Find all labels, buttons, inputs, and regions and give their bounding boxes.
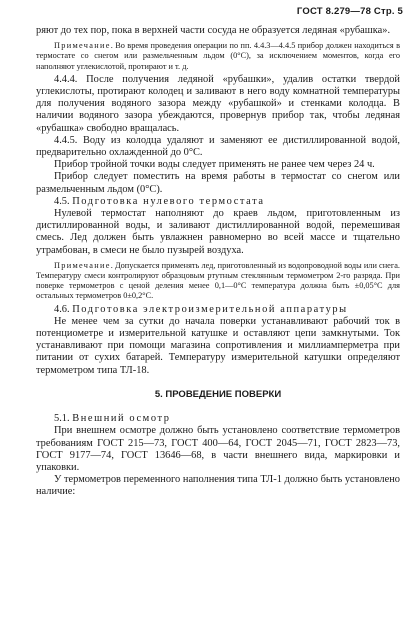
note-2-text: . Допускается применять лед, приготовленный из водопроводной воды или снега. Температуру смеси контролируют образцовым ртутным стеклянным термометром 2-го разряда. При поверке термометров с ценой деления менее 0,1—0°С температура должна быть ±0,05°С для остальных термометров 0±0,2°С. bbox=[36, 260, 400, 301]
paragraph-5-1-body: При внешнем осмотре должно быть установлено соответствие термометров требованиям ГОСТ 215—73, ГОСТ 400—64, ГОСТ 2045—71, ГОСТ 2823—73, ГОСТ 9177—74, ГОСТ 13646—68, в части внешнего вида, маркировки и упаковки. bbox=[36, 425, 400, 473]
page-header: ГОСТ 8.279—78 Стр. 5 bbox=[296, 6, 403, 17]
paragraph-4-4-5: 4.4.5. Воду из колодца удаляют и заменяют ее дистиллированной водой, предварительно охлажденной до 0°С. bbox=[36, 134, 400, 159]
heading-5-1-title: Внешний осмотр bbox=[72, 413, 171, 425]
paragraph-4-5-body: Нулевой термостат наполняют до краев льдом, приготовленным из дистиллированной воды, и заливают дистиллированной водой, перемешивая смесь. Лед должен быть увлажнен равномерно во всей массе и тщательно утрамбован, в смеси не было пузырей воздуха. bbox=[36, 208, 400, 256]
page-content bbox=[36, 25, 400, 499]
paragraph-tl1: У термометров переменного наполнения типа ТЛ-1 должно быть установлено наличие: bbox=[36, 474, 400, 498]
paragraph-4-6-body: Не менее чем за сутки до начала поверки устанавливают рабочий ток в потенциометре и измерительной катушке и оставляют цепи замкнутыми. Ток устанавливают при помощи магазина сопротивления и миллиамперметра при питании от сухих батарей. Температуру измерительной катушки определяют термометром типа ТЛ-18. bbox=[36, 315, 400, 376]
heading-4-5 bbox=[36, 196, 400, 208]
note-2 bbox=[36, 261, 400, 302]
heading-4-5-title: Подготовка нулевого термостата bbox=[72, 195, 265, 207]
paragraph-placement: Прибор следует поместить на время работы в термостат со снегом или размельченным льдом (0°С). bbox=[36, 171, 400, 195]
note-1-text: . Во время проведения операции по пп. 4.4.3—4.4.5 прибор должен находиться в термостате со снегом или размельченным льдом (0°С), за исключением моментов, когда его наполняют углекислотой, протирают и т. д. bbox=[36, 41, 400, 71]
paragraph-continuation: ряют до тех пор, пока в верхней части сосуда не образуется ледяная «рубашка». bbox=[36, 25, 391, 36]
heading-4-6-title: Подготовка электроизмерительной аппаратуры bbox=[72, 303, 348, 315]
heading-5-1 bbox=[36, 413, 400, 425]
paragraph-usage-delay: Прибор тройной точки воды следует применять не ранее чем через 24 ч. bbox=[54, 159, 375, 171]
paragraph-4-4-4: 4.4.4. После получения ледяной «рубашки», удалив остатки твердой углекислоты, протирают колодец и заливают в него воду комнатной температуры для получения водяного зазора между «рубашкой» и стенками колодца. В наличии водяного зазора убеждаются, провернув прибор так, чтобы ледяная «рубашка» свободно вращалась. bbox=[36, 73, 400, 134]
note-1-lead: Примечание bbox=[54, 41, 111, 51]
heading-4-6-number: 4.6. bbox=[54, 303, 70, 315]
note-1 bbox=[36, 41, 400, 72]
section-5-title: 5. ПРОВЕДЕНИЕ ПОВЕРКИ bbox=[154, 388, 282, 400]
heading-4-5-number: 4.5. bbox=[54, 195, 70, 207]
heading-5-1-number: 5.1. bbox=[54, 413, 70, 425]
note-2-lead: Примечание bbox=[54, 260, 111, 270]
heading-4-6 bbox=[36, 304, 400, 316]
